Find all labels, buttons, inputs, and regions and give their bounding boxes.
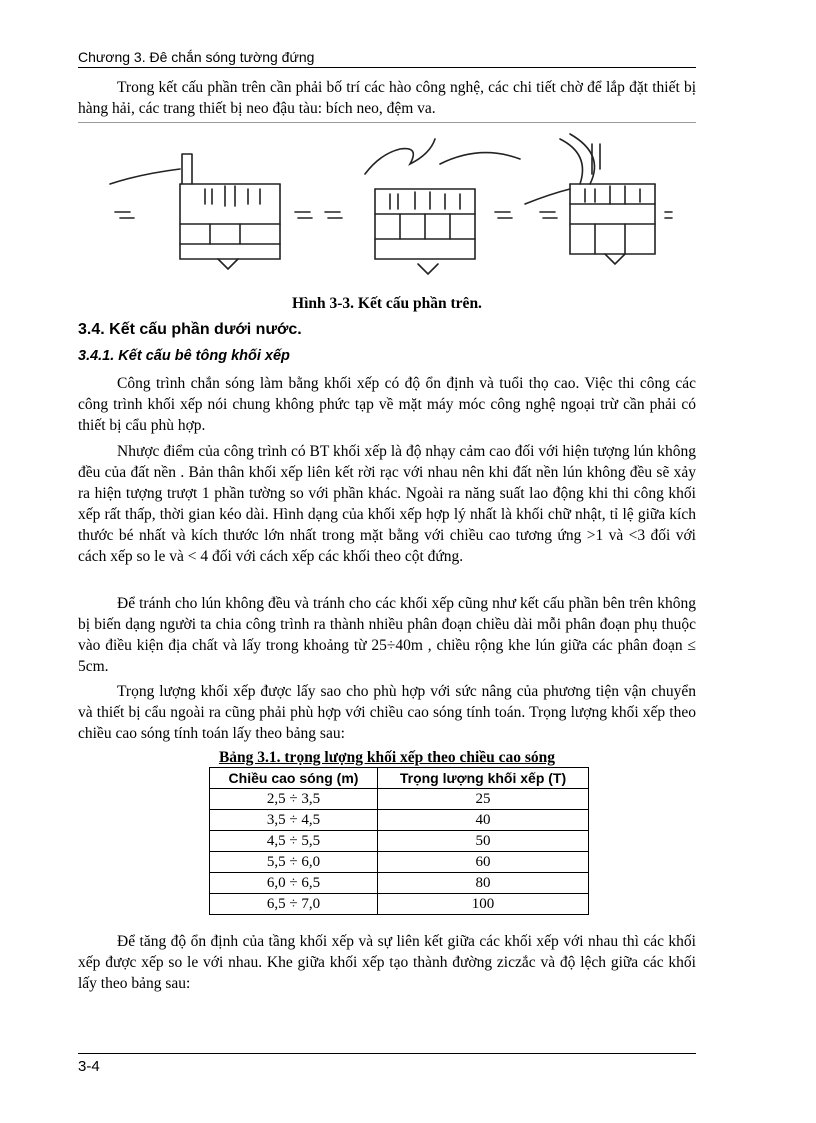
table-cell: 6,5 ÷ 7,0 [210,894,378,915]
table-cell: 60 [378,852,589,873]
subsection-heading: 3.4.1. Kết cấu bê tông khối xếp [78,348,290,364]
closing-paragraph: Để tăng độ ổn định của tầng khối xếp và sự liên kết giữa các khối xếp với nhau thì các khối xếp được xếp so le với nhau. Khe giữa khối xếp tạo thành đường ziczắc và độ lệch giữa các khối lấy theo bảng sau: [78,933,696,992]
column-header: Chiều cao sóng (m) [210,768,378,789]
table-row [210,810,589,831]
table-cell: 2,5 ÷ 3,5 [210,789,378,810]
page-number: 3-4 [78,1058,100,1075]
figure-top-rule [78,122,696,123]
table-row [210,789,589,810]
table-row [210,831,589,852]
paragraph-3: Để tránh cho lún không đều và tránh cho các khối xếp cũng như kết cấu phần bên trên không bị biến dạng người ta chia công trình ra thành nhiều phân đoạn chiều dài mỗi phân đoạn phụ thuộc vào điều kiện địa chất và lấy trong khoảng từ 25÷40m , chiều rộng khe lún giữa các phân đoạn ≤ 5cm. [78,595,696,675]
paragraph-4: Trọng lượng khối xếp được lấy sao cho phù hợp với sức nâng của phương tiện vận chuyển và thiết bị cẩu ngoài ra cũng phải phù hợp với chiều cao sóng tính toán. Trọng lượng khối xếp theo chiều cao sóng tính toán lấy theo bảng sau: [78,683,696,742]
table-cell: 25 [378,789,589,810]
superstructure-sketch [100,124,674,282]
table-cell: 80 [378,873,589,894]
header-rule [78,67,696,68]
chapter-header: Chương 3. Đê chắn sóng tường đứng [78,49,315,65]
table-cell: 50 [378,831,589,852]
column-header: Trọng lượng khối xếp (T) [378,768,589,789]
intro-paragraph: Trong kết cấu phần trên cần phải bố trí các hào công nghệ, các chi tiết chờ để lắp đặt thiết bị hàng hải, các trang thiết bị neo đậu tàu: bích neo, đệm va. [78,79,696,117]
table-cell: 4,5 ÷ 5,5 [210,831,378,852]
table-row [210,894,589,915]
table-row [210,873,589,894]
wave-weight-table [209,767,589,915]
table-title: Bảng 3.1. trọng lượng khối xếp theo chiều cao sóng [218,749,556,766]
table-row [210,852,589,873]
section-heading: 3.4. Kết cấu phần dưới nước. [78,321,302,338]
paragraph-2: Nhược điểm của công trình có BT khối xếp là độ nhạy cảm cao đối với hiện tượng lún không đều của đất nền . Bản thân khối xếp liên kết rời rạc với nhau nên khi đất nền lún không đều sẽ xảy ra hiện tượng trượt 1 phần tường so với phần khác. Ngoài ra năng suất lao động khi thi công khối xếp rất thấp, thời gian kéo dài. Hình dạng của khối xếp hợp lý nhất là khối chữ nhật, tỉ lệ giữa kích thước bé nhất và kích thước lớn nhất trong mặt bằng với chiều cao tương ứng >1 và <3 đối với cách xếp so le và < 4 đối với cách xếp các khối theo cột đứng. [78,443,696,565]
table-cell: 3,5 ÷ 4,5 [210,810,378,831]
figure-caption: Hình 3-3. Kết cấu phần trên. [292,295,482,312]
paragraph-1: Công trình chắn sóng làm bằng khối xếp có độ ổn định và tuổi thọ cao. Việc thi công các công trình khối xếp nói chung không phức tạp về mặt máy móc công nghệ ngoại trừ cần phải có thiết bị cẩu phù hợp. [78,375,696,434]
table-cell: 40 [378,810,589,831]
table-cell: 6,0 ÷ 6,5 [210,873,378,894]
table-cell: 5,5 ÷ 6,0 [210,852,378,873]
footer-rule [78,1053,696,1054]
table-cell: 100 [378,894,589,915]
table-header-row [210,768,589,789]
